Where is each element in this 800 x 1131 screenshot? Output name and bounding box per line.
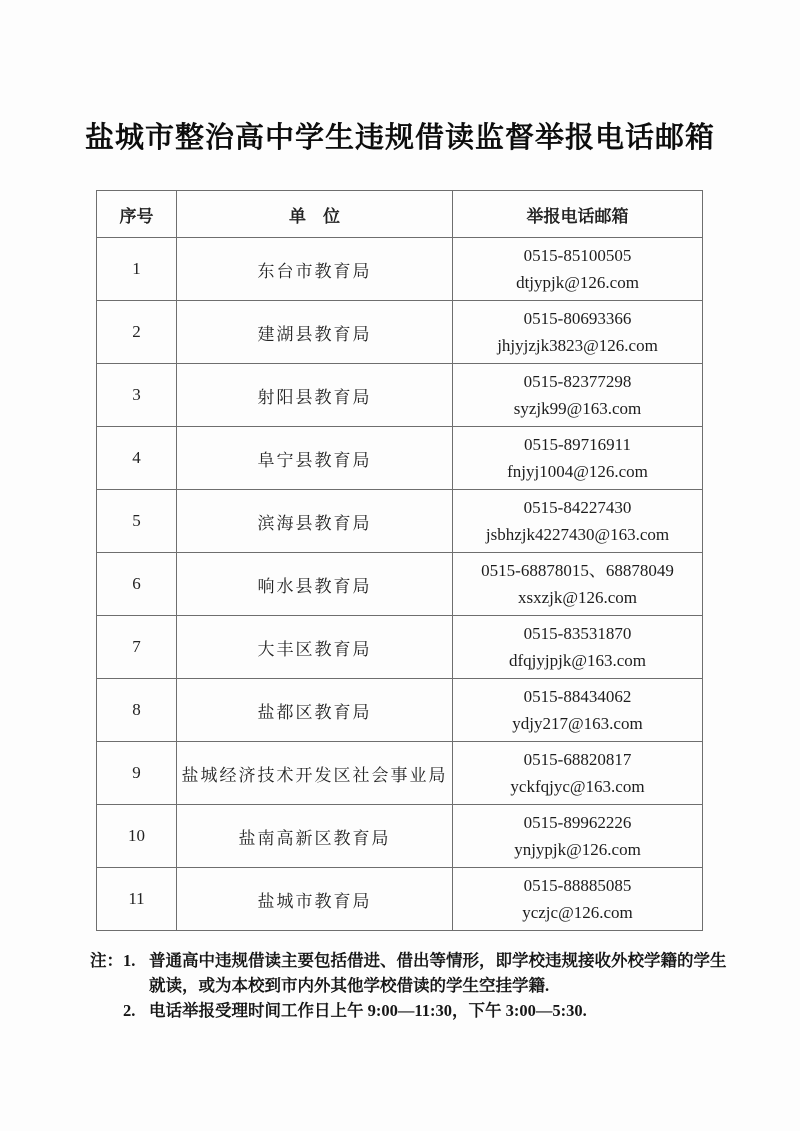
note-1-text: 普通高中违规借读主要包括借进、借出等情形，即学校违规接收外校学籍的学生就读，或为本校到市内外其他学校借读的学生空挂学籍.	[149, 951, 727, 995]
unit-name: 阜宁县教育局	[177, 427, 453, 490]
phone-number: 0515-68878015、68878049	[481, 561, 674, 580]
phone-number: 0515-89962226	[523, 813, 632, 832]
unit-name: 大丰区教育局	[177, 616, 453, 679]
unit-name: 盐南高新区教育局	[177, 805, 453, 868]
header-report-contact: 举报电话邮箱	[453, 191, 703, 238]
table-row	[97, 238, 703, 301]
row-number: 7	[97, 616, 177, 679]
row-number: 11	[97, 868, 177, 931]
unit-name: 滨海县教育局	[177, 490, 453, 553]
email-address: yckfqjyc@163.com	[510, 777, 645, 796]
table-row	[97, 868, 703, 931]
email-address: xsxzjk@126.com	[517, 588, 638, 607]
unit-name: 盐都区教育局	[177, 679, 453, 742]
contact-cell	[453, 868, 703, 931]
report-contacts-table	[96, 190, 703, 931]
unit-name: 射阳县教育局	[177, 364, 453, 427]
unit-name: 盐城经济技术开发区社会事业局	[177, 742, 453, 805]
contact-cell	[453, 805, 703, 868]
email-address: fnjyj1004@126.com	[507, 462, 648, 481]
unit-name: 响水县教育局	[177, 553, 453, 616]
row-number: 6	[97, 553, 177, 616]
unit-name: 东台市教育局	[177, 238, 453, 301]
phone-number: 0515-68820817	[523, 750, 632, 769]
contact-cell	[453, 616, 703, 679]
header-serial-number: 序号	[97, 191, 177, 238]
table-row	[97, 616, 703, 679]
table-row	[97, 301, 703, 364]
contact-cell	[453, 427, 703, 490]
phone-number: 0515-82377298	[523, 372, 632, 391]
email-address: dfqjyjpjk@163.com	[508, 651, 646, 670]
row-number: 3	[97, 364, 177, 427]
table-row	[97, 490, 703, 553]
unit-name: 建湖县教育局	[177, 301, 453, 364]
phone-number: 0515-84227430	[523, 498, 632, 517]
note-1-number: 1.	[123, 951, 136, 970]
row-number: 2	[97, 301, 177, 364]
email-address: yczjc@126.com	[522, 903, 633, 922]
table-row	[97, 805, 703, 868]
phone-number: 0515-88885085	[523, 876, 632, 895]
row-number: 4	[97, 427, 177, 490]
contact-cell	[453, 553, 703, 616]
header-unit: 单 位	[177, 191, 453, 238]
phone-number: 0515-80693366	[523, 309, 632, 328]
contact-cell	[453, 490, 703, 553]
row-number: 5	[97, 490, 177, 553]
note-2-number: 2.	[123, 1001, 136, 1020]
phone-number: 0515-83531870	[523, 624, 632, 643]
contact-cell	[453, 301, 703, 364]
email-address: jhjyjzjk3823@126.com	[497, 336, 658, 355]
note-item-1	[123, 948, 740, 998]
unit-name: 盐城市教育局	[177, 868, 453, 931]
contact-cell	[453, 679, 703, 742]
phone-number: 0515-89716911	[523, 435, 632, 454]
row-number: 9	[97, 742, 177, 805]
table-row	[97, 742, 703, 805]
row-number: 10	[97, 805, 177, 868]
table-header-row	[97, 191, 703, 238]
document-title: 盐城市整治高中学生违规借读监督举报电话邮箱	[84, 122, 715, 154]
email-address: syzjk99@163.com	[513, 399, 642, 418]
note-label: 注：	[90, 951, 123, 970]
row-number: 8	[97, 679, 177, 742]
contact-cell	[453, 238, 703, 301]
email-address: ynjypjk@126.com	[514, 840, 641, 859]
phone-number: 0515-88434062	[523, 687, 632, 706]
table-row	[97, 553, 703, 616]
note-item-2	[123, 998, 740, 1023]
contact-cell	[453, 364, 703, 427]
email-address: ydjy217@163.com	[512, 714, 643, 733]
email-address: dtjypjk@126.com	[516, 273, 639, 292]
phone-number: 0515-85100505	[523, 246, 632, 265]
footnotes	[90, 948, 740, 1023]
note-2-text: 电话举报受理时间工作日上午 9:00—11:30，下午 3:00—5:30.	[149, 1001, 587, 1020]
row-number: 1	[97, 238, 177, 301]
email-address: jsbhzjk4227430@163.com	[485, 525, 670, 544]
table-row	[97, 427, 703, 490]
table-row	[97, 364, 703, 427]
table-row	[97, 679, 703, 742]
contact-cell	[453, 742, 703, 805]
